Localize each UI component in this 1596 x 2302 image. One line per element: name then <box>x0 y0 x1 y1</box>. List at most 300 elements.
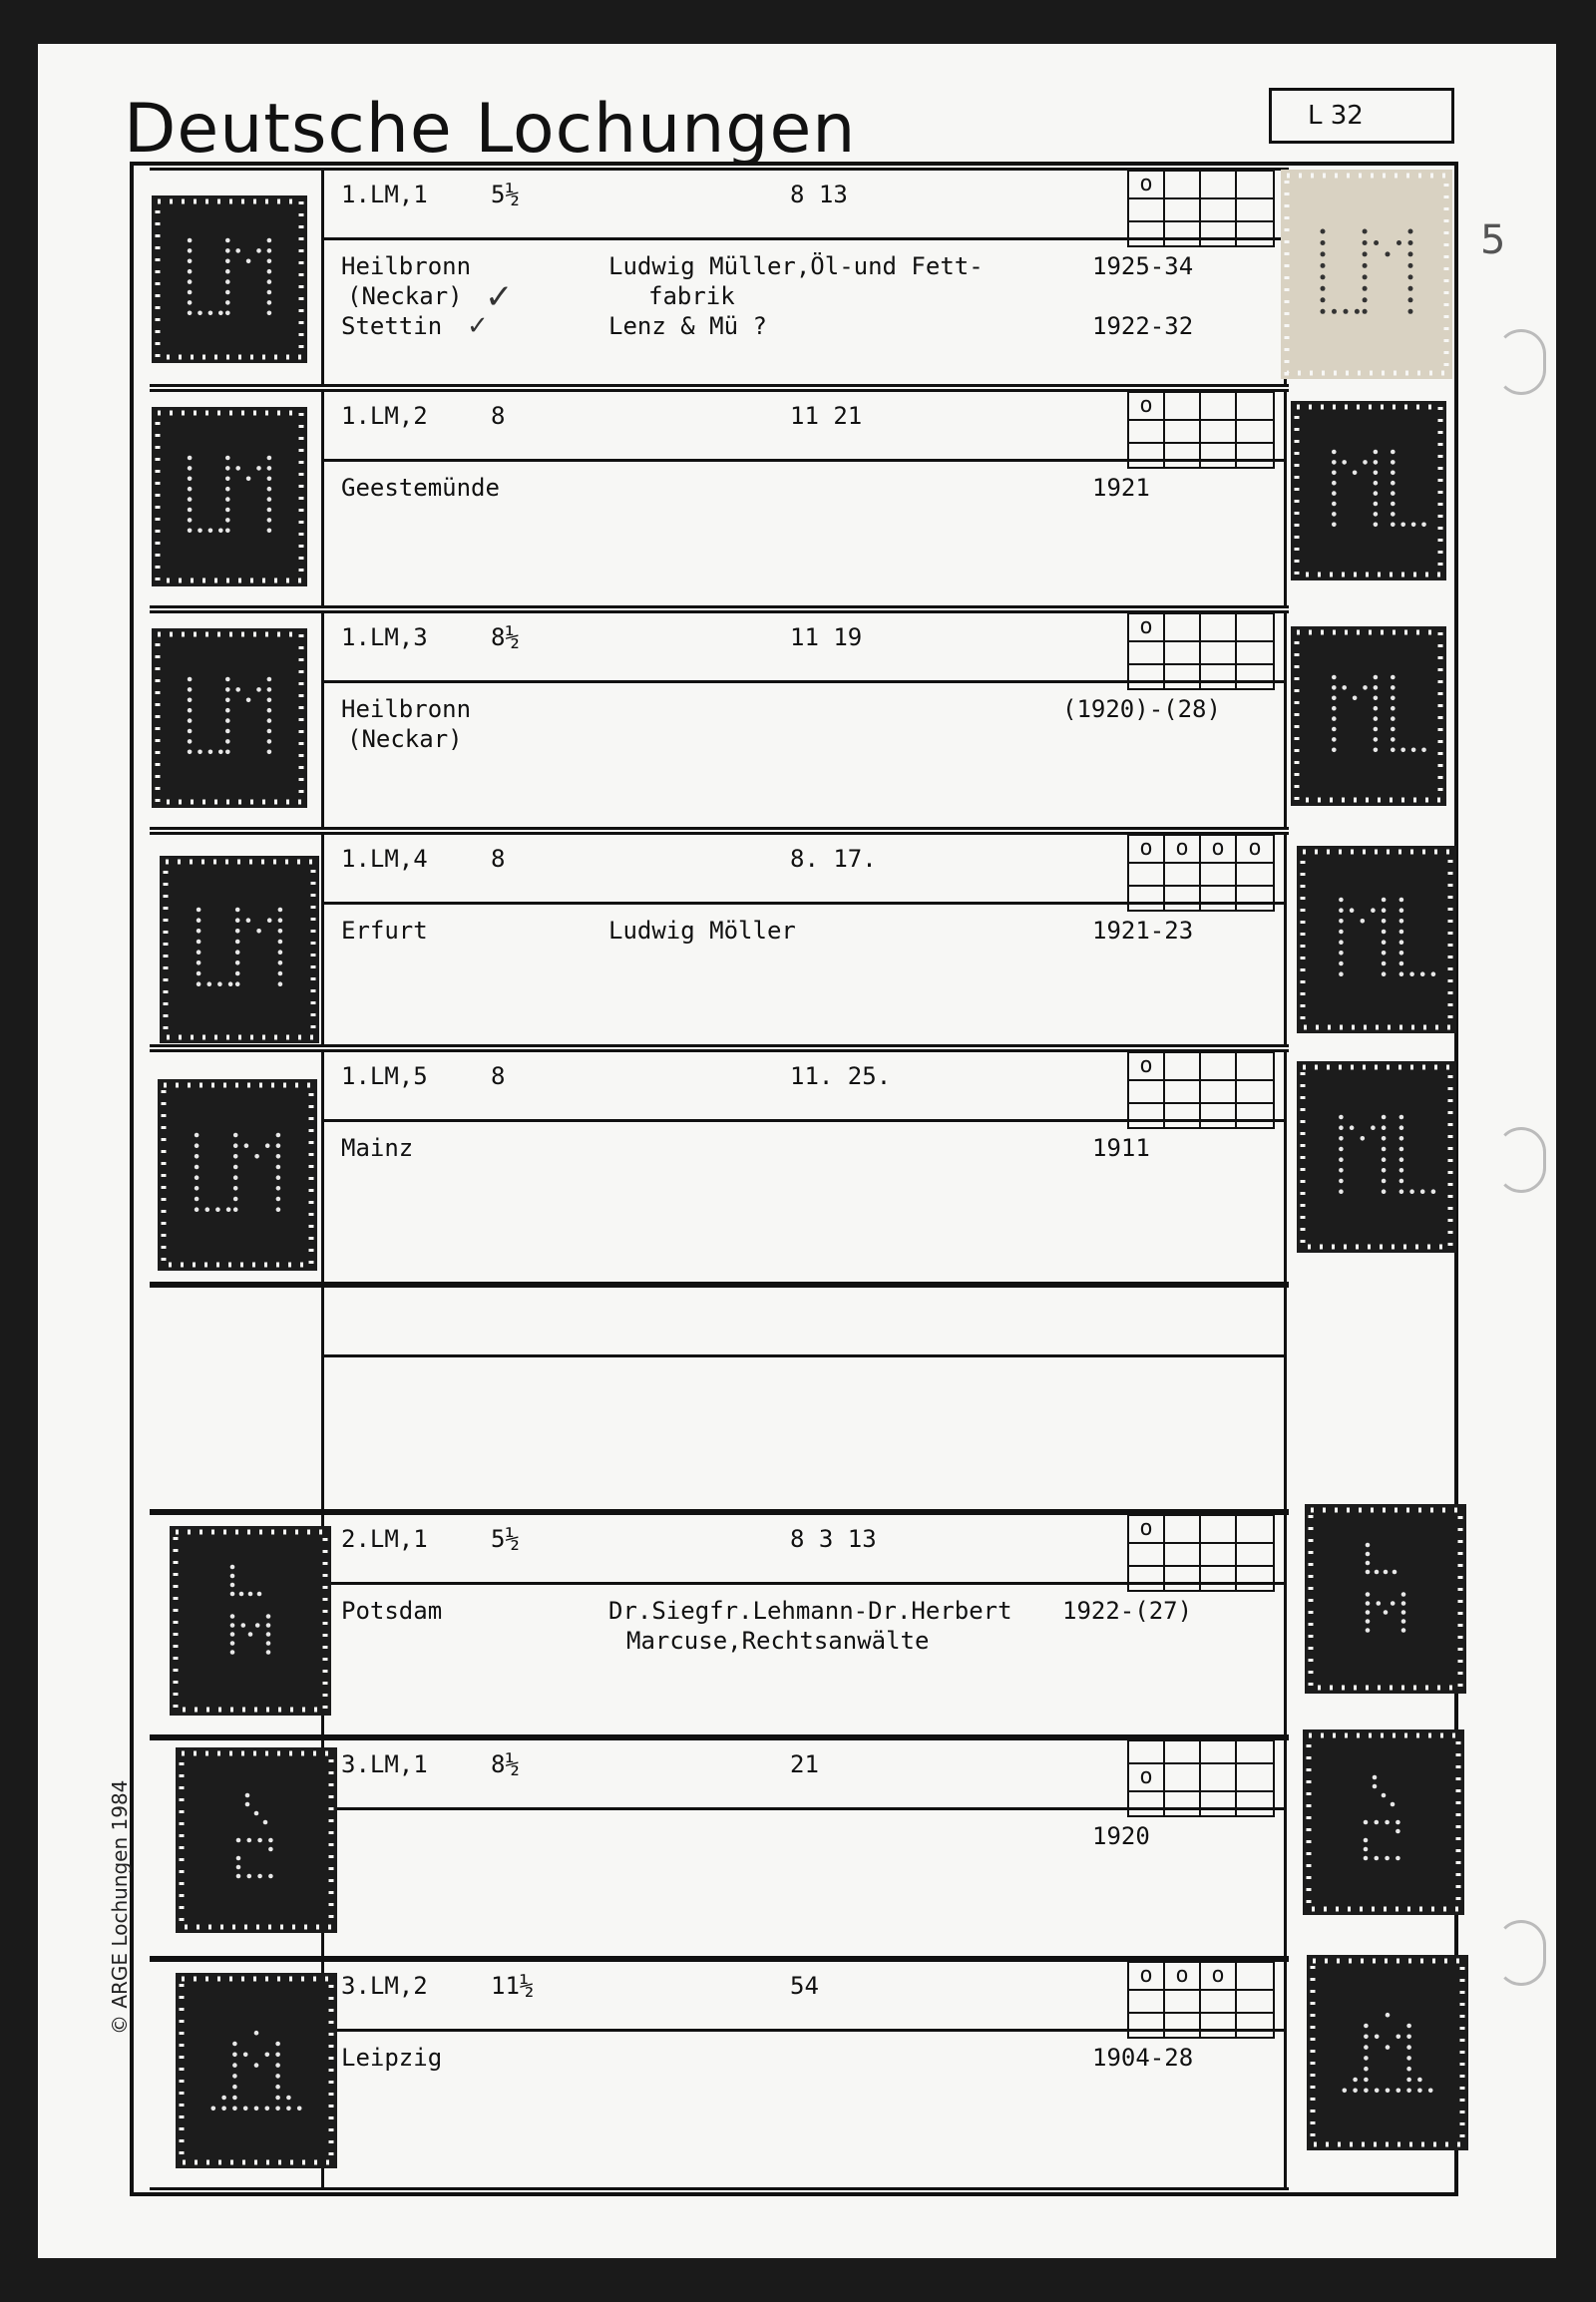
stamp-perforation-edge <box>1297 407 1440 575</box>
perfin-hole <box>1375 1856 1380 1861</box>
perfin-hole <box>188 677 193 682</box>
perfin-hole <box>1363 309 1368 314</box>
perfin-hole <box>225 279 230 284</box>
perfin-hole <box>225 466 230 471</box>
perfin-hole <box>1374 675 1379 680</box>
perfin-hole <box>1382 1189 1387 1194</box>
perfin-hole <box>1332 523 1337 528</box>
grid-cell <box>1201 444 1237 467</box>
perfin-hole <box>1396 1829 1400 1834</box>
perfin-hole <box>1386 2089 1391 2094</box>
perfin-hole <box>267 259 272 264</box>
grid-cell <box>1165 614 1201 642</box>
position-grid <box>1127 1961 1275 2039</box>
perfin-hole <box>1411 748 1416 753</box>
perfin-hole <box>197 918 201 923</box>
perfin-hole <box>1391 696 1396 701</box>
perfin-hole <box>188 750 193 755</box>
entry-code: 2.LM,1 <box>341 1525 428 1553</box>
perfin-hole <box>254 1154 259 1159</box>
grid-cell: o <box>1129 1053 1165 1081</box>
usage-years: 1922-(27) <box>1062 1597 1193 1625</box>
stamp-perforation-edge <box>158 201 301 357</box>
perfin-hole <box>267 466 272 471</box>
perfin-hole <box>232 2085 237 2090</box>
perfin-hole <box>1353 2089 1358 2094</box>
perfin-hole <box>232 2074 237 2079</box>
perfin-hole <box>225 677 230 682</box>
perfin-hole <box>1391 737 1396 742</box>
perfin-hole <box>188 497 193 502</box>
check-mark-icon: ✓ <box>467 311 489 341</box>
stamp-perforation-edge <box>166 862 313 1037</box>
perfin-hole <box>1339 898 1344 903</box>
perfin-hole <box>267 248 272 253</box>
perfin-hole <box>1382 930 1387 935</box>
perfin-hole <box>286 2107 291 2111</box>
perfin-hole <box>1332 481 1337 486</box>
perfin-hole <box>1366 1610 1371 1615</box>
perfin-hole <box>1431 1189 1436 1194</box>
page-title: Deutsche Lochungen <box>124 90 857 169</box>
perfin-pattern <box>1297 1061 1456 1253</box>
position-grid <box>1127 1514 1275 1592</box>
perfin-hole <box>1382 1157 1387 1162</box>
grid-cell <box>1201 222 1237 245</box>
perfin-hole <box>1406 2067 1411 2072</box>
grid-cell <box>1237 614 1273 642</box>
perfin-hole <box>1393 1570 1397 1575</box>
perfin-hole <box>197 950 201 955</box>
perfin-hole <box>1374 240 1379 245</box>
perfin-hole <box>1339 940 1344 945</box>
grid-cell <box>1165 665 1201 688</box>
grid-cell <box>1201 199 1237 222</box>
position-grid <box>1127 612 1275 690</box>
entry-code: 3.LM,2 <box>341 1972 428 2000</box>
perfin-hole <box>1363 286 1368 291</box>
perfin-pattern <box>1303 1729 1464 1915</box>
perfin-hole <box>267 698 272 703</box>
perfin-hole <box>1391 481 1396 486</box>
perfin-hole <box>266 1641 271 1646</box>
perfin-hole <box>1431 971 1436 976</box>
perfin-hole <box>1332 727 1337 732</box>
grid-cell <box>1129 199 1165 222</box>
perfin-hole <box>266 1623 271 1628</box>
perfin-hole <box>1382 940 1387 945</box>
perfin-hole <box>217 981 222 986</box>
perfin-hole <box>244 1143 249 1148</box>
perfin-hole <box>233 1197 238 1202</box>
perfin-hole <box>235 918 240 923</box>
perfin-hole <box>266 1650 271 1655</box>
perfin-hole <box>197 971 201 976</box>
binder-ring-hole <box>1496 1127 1546 1193</box>
grid-cell <box>1129 1104 1165 1127</box>
grid-cell <box>1201 172 1237 199</box>
perfin-hole <box>1339 1157 1344 1162</box>
firm-name: Dr.Siegfr.Lehmann-Dr.Herbert <box>608 1597 1012 1625</box>
perfin-hole <box>276 1143 281 1148</box>
position-grid <box>1127 1051 1275 1129</box>
stamp-front-image <box>176 1747 337 1933</box>
perfin-hole <box>197 940 201 945</box>
perfin-hole <box>1371 908 1376 913</box>
perfin-hole <box>1382 1136 1387 1141</box>
perfin-pattern <box>1307 1955 1468 2150</box>
perfin-hole <box>1375 1570 1380 1575</box>
perfin-hole <box>256 929 261 934</box>
perfin-hole <box>267 508 272 513</box>
perfin-dimensions: 21 <box>790 1750 819 1778</box>
perfin-hole <box>195 1186 200 1191</box>
perfin-hole <box>1391 471 1396 476</box>
perfin-hole <box>1332 460 1337 465</box>
grid-cell <box>1201 642 1237 665</box>
perfin-hole <box>1399 1179 1404 1184</box>
perfin-hole <box>1396 1856 1400 1861</box>
perfin-hole <box>228 981 233 986</box>
perfin-hole <box>1401 1592 1406 1597</box>
perfin-hole <box>1375 2035 1380 2040</box>
perfin-hole <box>225 718 230 723</box>
perfin-hole <box>230 1641 235 1646</box>
grid-cell <box>1129 1544 1165 1567</box>
perfin-hole <box>233 1154 238 1159</box>
perfin-hole <box>188 259 193 264</box>
stamp-front-image <box>152 628 307 808</box>
perfin-hole <box>1366 1601 1371 1606</box>
perfin-hole <box>188 729 193 734</box>
perfin-hole <box>1409 971 1414 976</box>
perfin-hole <box>1391 460 1396 465</box>
perfin-hole <box>246 477 251 482</box>
perfin-pattern <box>158 1079 317 1271</box>
perfin-hole <box>1350 1125 1355 1130</box>
stamp-front-image <box>176 1973 337 2168</box>
perfin-hole <box>1364 1856 1369 1861</box>
perfin-hole <box>232 2107 237 2111</box>
perfin-hole <box>1391 450 1396 455</box>
perfin-hole <box>188 529 193 534</box>
perfin-hole <box>1391 748 1396 753</box>
perfin-hole <box>1321 274 1326 279</box>
perfin-hole <box>267 687 272 692</box>
perfin-hole <box>247 1838 252 1843</box>
perfin-hole <box>232 2063 237 2068</box>
perfin-hole <box>236 1856 241 1861</box>
perfin-hole <box>235 940 240 945</box>
perfin-hole <box>208 529 213 534</box>
entry-text-box <box>321 1285 1287 1512</box>
perfin-hole <box>195 1207 200 1212</box>
perfin-hole <box>1339 971 1344 976</box>
stamp-back-image <box>1297 846 1456 1033</box>
perfin-hole <box>230 1632 235 1637</box>
perfin-hole <box>208 750 213 755</box>
perfin-pattern <box>152 195 307 363</box>
grid-cell <box>1165 1081 1201 1104</box>
perfin-hole <box>1364 2067 1369 2072</box>
perfin-hole <box>267 269 272 274</box>
usage-years: 1921-23 <box>1092 917 1194 945</box>
perfin-hole <box>230 1574 235 1579</box>
perfin-hole <box>1364 2035 1369 2040</box>
perfin-hole <box>1385 1820 1390 1825</box>
perfin-hole <box>1364 2024 1369 2029</box>
perfin-hole <box>268 1838 273 1843</box>
perfin-hole <box>1364 1847 1369 1852</box>
perfin-hole <box>265 2053 270 2058</box>
perfin-hole <box>1321 286 1326 291</box>
perfin-hole <box>1339 1115 1344 1120</box>
perfin-hole <box>230 1565 235 1570</box>
perfin-hole <box>235 687 240 692</box>
firm-name: Lenz & Mü ? <box>608 312 767 340</box>
grid-cell <box>1165 444 1201 467</box>
perfin-hole <box>226 1207 231 1212</box>
check-mark-icon: ✓ <box>485 277 514 317</box>
perfin-hole <box>1339 951 1344 956</box>
perfin-hole <box>278 981 283 986</box>
perfin-hole <box>1363 460 1368 465</box>
grid-cell <box>1165 1053 1201 1081</box>
perfin-hole <box>1332 502 1337 507</box>
grid-cell <box>1237 1081 1273 1104</box>
stamp-back-image <box>1303 1729 1464 1915</box>
perfin-hole <box>1391 1802 1396 1807</box>
perfin-hole <box>1391 491 1396 496</box>
perfin-hole <box>225 311 230 316</box>
perfin-hole <box>246 918 251 923</box>
perfin-hole <box>1406 2056 1411 2061</box>
perfin-hole <box>278 918 283 923</box>
grid-cell <box>1165 2014 1201 2037</box>
perfin-hole <box>267 529 272 534</box>
perfin-hole <box>1408 274 1413 279</box>
perfin-hole <box>1408 251 1413 256</box>
perfin-hole <box>1332 737 1337 742</box>
perfin-hole <box>276 1133 281 1138</box>
perfin-hole <box>225 456 230 461</box>
perfin-hole <box>1363 263 1368 268</box>
perfin-hole <box>236 1865 241 1870</box>
perfin-hole <box>232 2042 237 2047</box>
usage-years: (1920)-(28) <box>1062 695 1221 723</box>
binder-ring-hole <box>1496 329 1546 395</box>
perfin-hole <box>245 1793 250 1798</box>
perfin-hole <box>1363 685 1368 690</box>
perfin-hole <box>266 1614 271 1619</box>
grid-cell <box>1129 1081 1165 1104</box>
perfin-hole <box>1391 512 1396 517</box>
perfin-hole <box>188 290 193 295</box>
perfin-hole <box>256 466 261 471</box>
place-name: Leipzig <box>341 2044 443 2072</box>
grid-cell <box>1237 642 1273 665</box>
grid-cell <box>1237 1991 1273 2014</box>
perfin-dimensions: 11. 25. <box>790 1062 892 1090</box>
perfin-hole <box>225 487 230 492</box>
place-name: Geestemünde <box>341 474 500 502</box>
perfin-hole <box>197 981 201 986</box>
perfin-hole <box>225 497 230 502</box>
perfin-pattern <box>1281 170 1452 379</box>
perfin-hole <box>215 1207 220 1212</box>
perfin-pattern <box>1305 1504 1466 1694</box>
perfin-hole <box>1339 1179 1344 1184</box>
perfin-hole <box>1339 1125 1344 1130</box>
grid-cell <box>1201 614 1237 642</box>
perforation-gauge: 11½ <box>491 1972 535 2000</box>
perfin-hole <box>1399 1136 1404 1141</box>
perfin-hole <box>1391 523 1396 528</box>
copyright-note: © ARGE Lochungen 1984 <box>108 1779 132 2035</box>
perfin-hole <box>1364 2056 1369 2061</box>
perfin-hole <box>195 1133 200 1138</box>
perfin-hole <box>276 1165 281 1170</box>
perfin-hole <box>225 238 230 243</box>
perfin-hole <box>267 311 272 316</box>
grid-cell <box>1129 444 1165 467</box>
grid-cell <box>1201 665 1237 688</box>
perfin-hole <box>275 2085 280 2090</box>
usage-years: 1925-34 <box>1092 252 1194 280</box>
perfin-hole <box>267 238 272 243</box>
perfin-hole <box>1401 1628 1406 1633</box>
perfin-hole <box>267 739 272 744</box>
grid-cell <box>1201 1053 1237 1081</box>
perfin-hole <box>1374 460 1379 465</box>
perfin-hole <box>1373 1784 1378 1789</box>
perfin-hole <box>255 1623 260 1628</box>
perfin-hole <box>268 1847 273 1852</box>
perfin-hole <box>1406 2024 1411 2029</box>
stamp-front-image <box>170 1526 331 1716</box>
perfin-hole <box>1374 706 1379 711</box>
perfin-hole <box>225 729 230 734</box>
perfin-hole <box>1396 2089 1401 2094</box>
perfin-hole <box>266 1632 271 1637</box>
perfin-hole <box>1420 971 1425 976</box>
perfin-hole <box>235 466 240 471</box>
perfin-hole <box>1399 971 1404 976</box>
perfin-hole <box>1399 1189 1404 1194</box>
perfin-hole <box>1406 2089 1411 2094</box>
perfin-hole <box>225 248 230 253</box>
perfin-hole <box>1408 263 1413 268</box>
perfin-hole <box>1382 1168 1387 1173</box>
perfin-hole <box>1339 930 1344 935</box>
stamp-perforation-edge <box>1313 1961 1462 2144</box>
perfin-hole <box>1391 727 1396 732</box>
perfin-hole <box>267 477 272 482</box>
perfin-hole <box>267 918 272 923</box>
grid-cell <box>1237 199 1273 222</box>
perfin-dimensions: 8. 17. <box>790 845 877 873</box>
perfin-hole <box>1355 309 1360 314</box>
perfin-hole <box>1366 1561 1371 1566</box>
perfin-hole <box>1374 481 1379 486</box>
perfin-hole <box>276 1197 281 1202</box>
perfin-hole <box>208 311 213 316</box>
perfin-hole <box>188 279 193 284</box>
perfin-hole <box>256 248 261 253</box>
usage-years: 1921 <box>1092 474 1150 502</box>
perfin-hole <box>267 518 272 523</box>
grid-cell <box>1201 1081 1237 1104</box>
stamp-front-image <box>158 1079 317 1271</box>
place-name: (Neckar) <box>347 725 463 753</box>
perfin-hole <box>1374 685 1379 690</box>
grid-cell <box>1237 172 1273 199</box>
perfin-hole <box>1363 297 1368 302</box>
perfin-hole <box>197 908 201 913</box>
perfin-hole <box>1332 675 1337 680</box>
place-name: Erfurt <box>341 917 428 945</box>
perfin-hole <box>1399 908 1404 913</box>
grid-cell <box>1165 864 1201 887</box>
perfin-hole <box>1339 919 1344 924</box>
perfin-hole <box>1366 1552 1371 1557</box>
grid-cell <box>1237 1764 1273 1792</box>
perfin-hole <box>267 487 272 492</box>
perfin-hole <box>1408 309 1413 314</box>
perfin-hole <box>1321 297 1326 302</box>
perfin-hole <box>1364 2045 1369 2050</box>
perfin-hole <box>257 1874 262 1879</box>
stamp-back-image <box>1297 1061 1456 1253</box>
grid-cell <box>1237 1963 1273 1991</box>
perfin-hole <box>1361 1136 1366 1141</box>
grid-cell <box>1129 887 1165 910</box>
perfin-hole <box>278 908 283 913</box>
perfin-hole <box>278 950 283 955</box>
perfin-hole <box>211 2107 216 2111</box>
grid-cell <box>1165 1764 1201 1792</box>
stamp-perforation-edge <box>176 1532 325 1710</box>
perfin-hole <box>1374 716 1379 721</box>
perfin-hole <box>263 1820 268 1825</box>
perfin-hole <box>230 1650 235 1655</box>
perfin-hole <box>188 238 193 243</box>
perfin-hole <box>254 2063 259 2068</box>
perfin-hole <box>225 698 230 703</box>
perfin-hole <box>1382 898 1387 903</box>
perfin-hole <box>241 1623 246 1628</box>
grid-cell <box>1129 2014 1165 2037</box>
perfin-hole <box>1401 1601 1406 1606</box>
perfin-hole <box>276 1175 281 1180</box>
perfin-hole <box>197 960 201 965</box>
perfin-hole <box>1339 961 1344 966</box>
perfin-hole <box>1363 274 1368 279</box>
perfin-dimensions: 8 3 13 <box>790 1525 877 1553</box>
stamp-perforation-edge <box>158 413 301 580</box>
stamp-front-image <box>160 856 319 1043</box>
perfin-hole <box>267 718 272 723</box>
perfin-hole <box>1408 240 1413 245</box>
perfin-hole <box>1332 716 1337 721</box>
perfin-hole <box>1399 1125 1404 1130</box>
perfin-pattern <box>152 407 307 586</box>
perfin-hole <box>243 2107 248 2111</box>
grid-cell <box>1201 1991 1237 2014</box>
grid-cell <box>1237 222 1273 245</box>
perforation-gauge: 8 <box>491 1062 506 1090</box>
grid-cell: o <box>1129 1764 1165 1792</box>
